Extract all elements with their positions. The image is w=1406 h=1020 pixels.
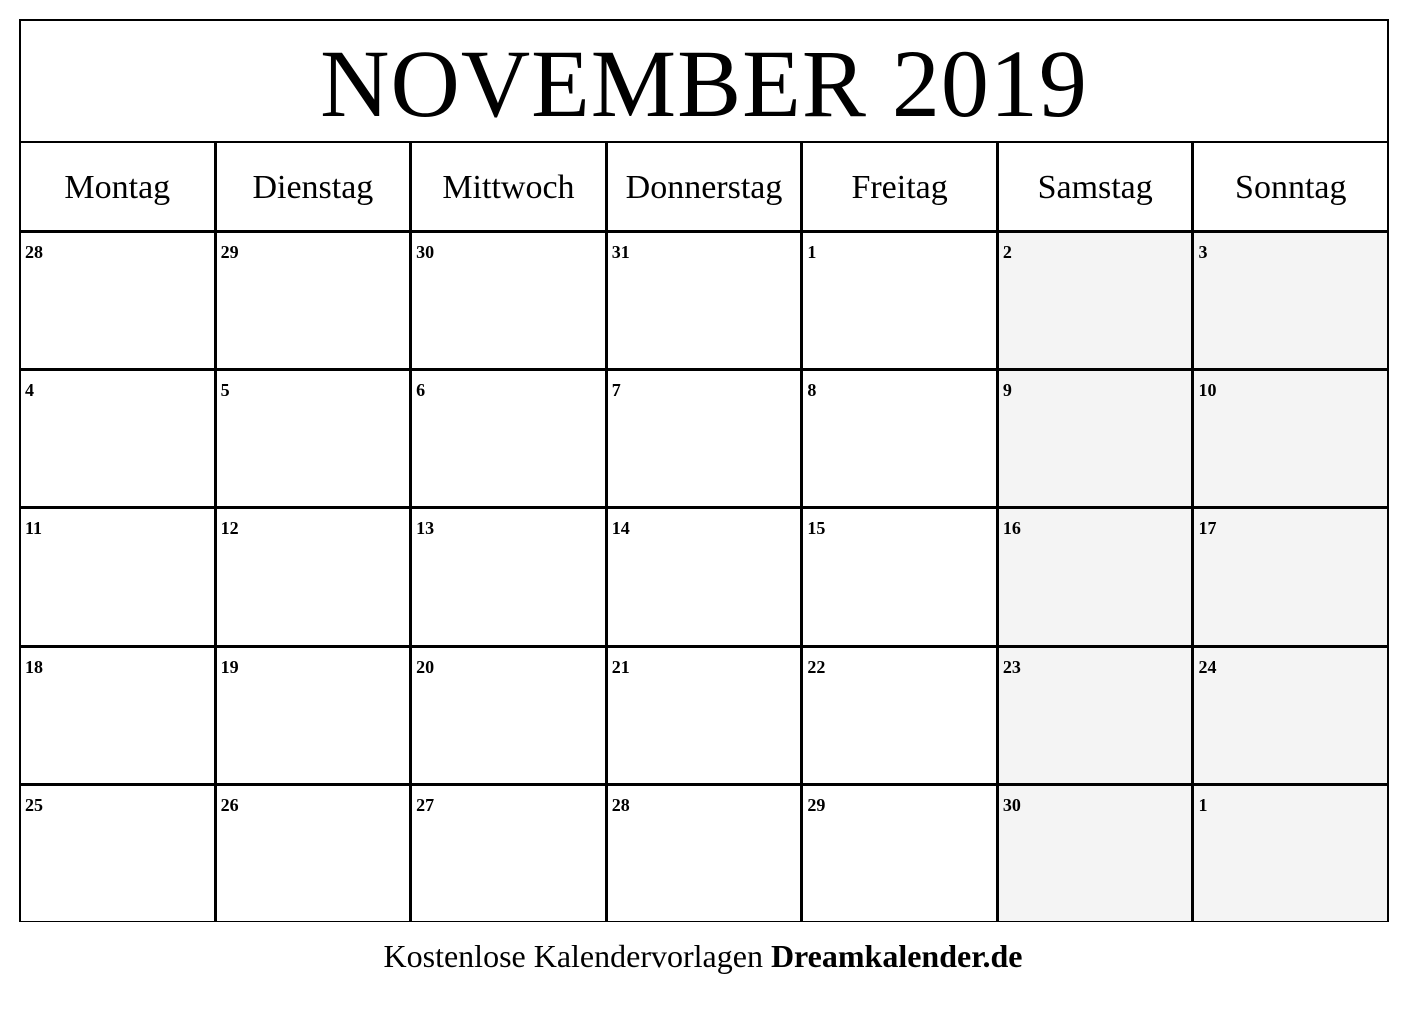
weekday-monday: Montag <box>21 143 217 230</box>
week-row <box>21 233 1387 371</box>
day-number: 3 <box>1198 242 1208 262</box>
day-cell <box>21 233 217 368</box>
day-number: 26 <box>220 794 239 815</box>
day-number: 1 <box>807 242 817 262</box>
week-row <box>21 509 1387 647</box>
day-cell <box>217 648 413 783</box>
day-grid <box>21 233 1387 921</box>
week-row <box>21 648 1387 786</box>
day-number: 20 <box>416 656 435 677</box>
day-cell <box>803 509 999 644</box>
day-cell <box>412 648 608 783</box>
day-number: 17 <box>1198 518 1217 539</box>
week-row <box>21 371 1387 509</box>
day-cell <box>608 233 804 368</box>
day-number: 31 <box>611 242 630 262</box>
weekday-wednesday: Mittwoch <box>412 143 608 230</box>
day-cell <box>803 371 999 506</box>
day-cell <box>21 786 217 921</box>
day-number: 16 <box>1002 518 1021 539</box>
day-number: 6 <box>416 380 426 401</box>
day-number: 7 <box>611 380 621 401</box>
day-number: 28 <box>25 242 43 262</box>
day-cell <box>412 786 608 921</box>
day-number: 11 <box>25 518 43 539</box>
day-number: 30 <box>1002 794 1021 815</box>
day-cell <box>217 786 413 921</box>
day-cell <box>803 233 999 368</box>
day-cell <box>608 371 804 506</box>
day-number: 18 <box>25 656 43 677</box>
day-cell <box>217 233 413 368</box>
day-cell <box>803 786 999 921</box>
day-number: 13 <box>416 518 435 539</box>
day-number: 15 <box>807 518 826 539</box>
day-cell-weekend <box>1194 233 1387 368</box>
weekday-friday: Freitag <box>803 143 999 230</box>
day-number: 24 <box>1198 656 1217 677</box>
weekday-tuesday: Dienstag <box>217 143 413 230</box>
day-number: 5 <box>220 380 230 401</box>
day-number: 30 <box>416 242 435 262</box>
day-cell-weekend <box>999 648 1195 783</box>
day-number: 12 <box>220 518 239 539</box>
day-cell-weekend <box>999 786 1195 921</box>
week-row <box>21 786 1387 921</box>
day-cell-weekend <box>1194 509 1387 644</box>
day-number: 10 <box>1198 380 1217 401</box>
day-cell <box>21 509 217 644</box>
footer <box>0 938 1406 975</box>
day-cell <box>21 371 217 506</box>
day-number: 22 <box>807 656 826 677</box>
day-cell-weekend <box>999 233 1195 368</box>
day-number: 23 <box>1002 656 1021 677</box>
day-cell-weekend <box>1194 786 1387 921</box>
day-number: 4 <box>25 380 34 401</box>
day-cell <box>803 648 999 783</box>
day-cell <box>21 648 217 783</box>
day-cell <box>608 786 804 921</box>
day-number: 21 <box>611 656 630 677</box>
weekday-thursday: Donnerstag <box>608 143 804 230</box>
day-cell <box>217 371 413 506</box>
day-number: 29 <box>807 794 826 815</box>
day-number: 14 <box>611 518 630 539</box>
day-cell <box>608 648 804 783</box>
footer-text: Kostenlose Kalendervorlagen <box>383 938 763 974</box>
day-number: 28 <box>611 794 630 815</box>
calendar <box>19 19 1389 922</box>
weekday-sunday: Sonntag <box>1235 168 1347 206</box>
day-number: 8 <box>807 380 817 401</box>
day-number: 2 <box>1002 242 1012 262</box>
calendar-title: NOVEMBER 2019 <box>320 30 1088 137</box>
day-cell-weekend <box>999 509 1195 644</box>
day-number: 19 <box>220 656 239 677</box>
day-cell-weekend <box>999 371 1195 506</box>
day-cell <box>608 509 804 644</box>
day-number: 25 <box>25 794 43 815</box>
day-number: 1 <box>1198 794 1208 815</box>
day-number: 29 <box>220 242 239 262</box>
day-cell <box>412 509 608 644</box>
weekday-header-row <box>21 143 1387 233</box>
day-number: 27 <box>416 794 435 815</box>
weekday-saturday: Samstag <box>999 143 1195 230</box>
day-cell <box>217 509 413 644</box>
day-cell-weekend <box>1194 371 1387 506</box>
day-cell <box>412 371 608 506</box>
title-box <box>21 21 1387 143</box>
day-number: 9 <box>1002 380 1012 401</box>
footer-brand[interactable]: Dreamkalender.de <box>770 938 1023 974</box>
day-cell <box>412 233 608 368</box>
day-cell-weekend <box>1194 648 1387 783</box>
